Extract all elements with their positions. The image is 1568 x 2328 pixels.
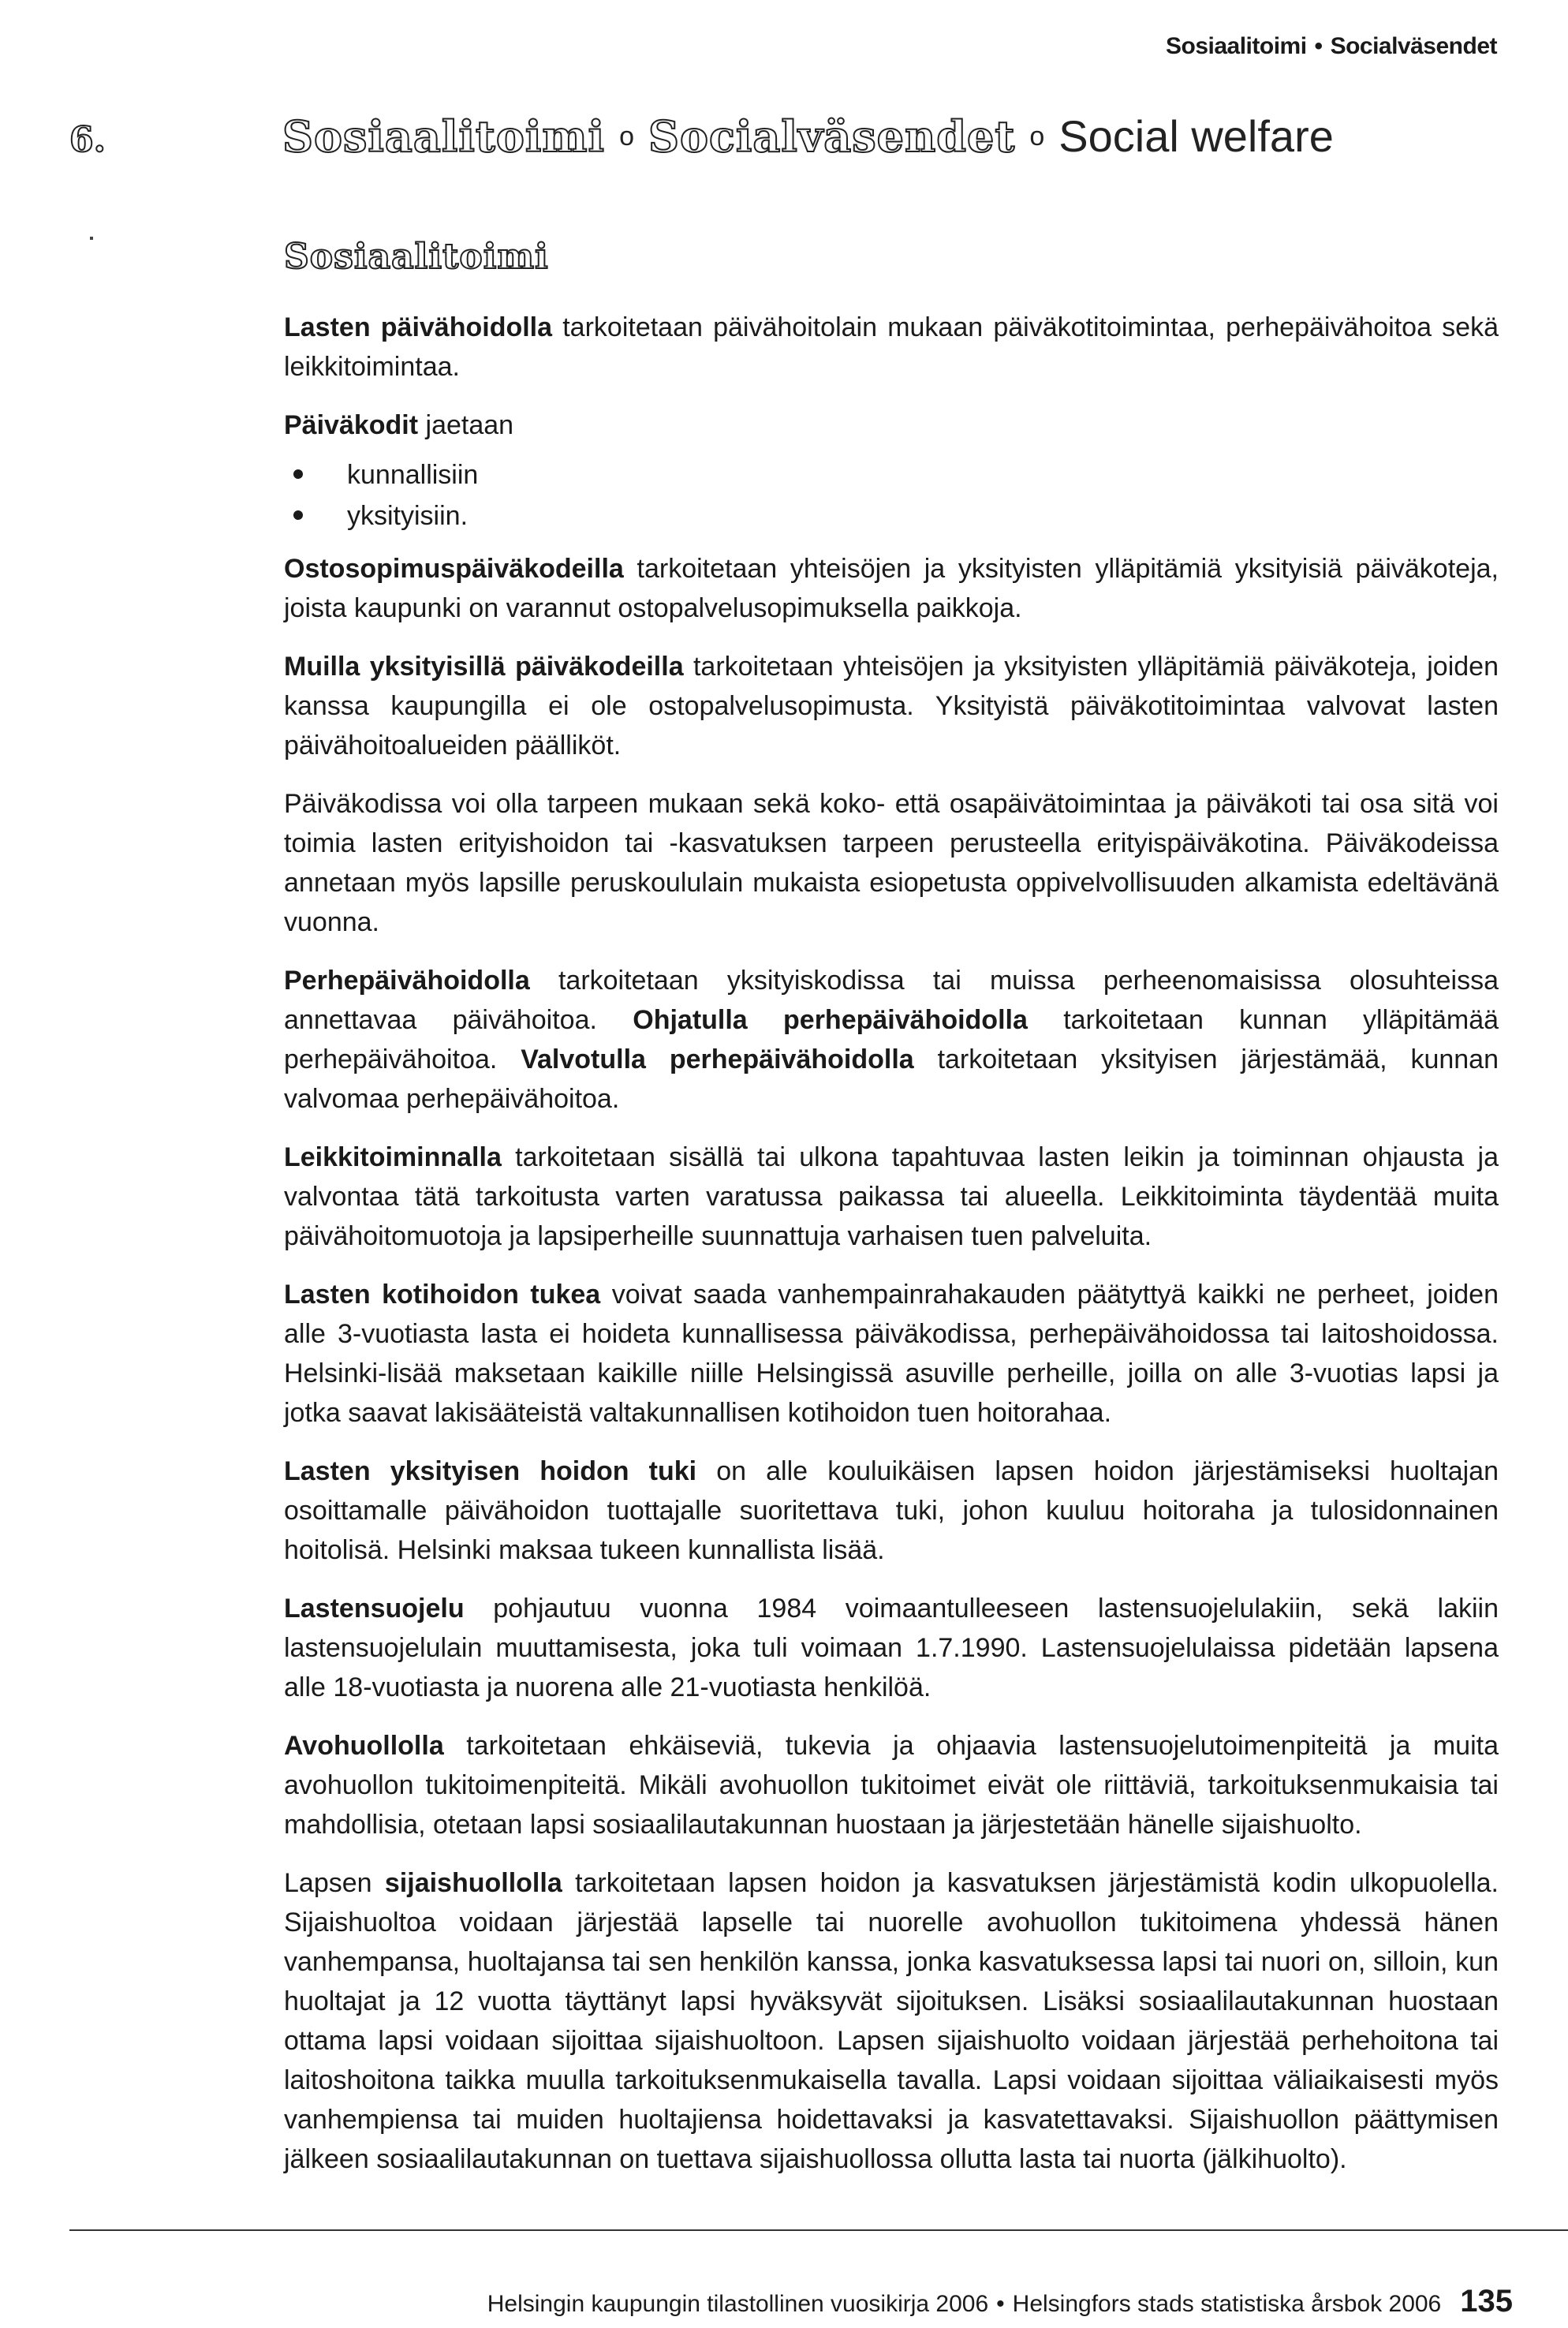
paragraph-muut-yksityiset <box>284 647 1499 765</box>
term-ohjatulla: Ohjatulla perhepäivähoidolla <box>633 1005 1028 1035</box>
paragraph-text: Päiväkodissa voi olla tarpeen mukaan sekä koko- että osapäivätoimintaa ja päiväkoti tai osa sitä voi toimia lasten erityishoidon tai -kasvatuksen tarpeen perusteella erityispäiväkotina. Päiväkodeissa annetaan myös lapsille peruskoululain mukaista esiopetusta oppivelvollisuuden alkamista edeltävänä vuonna. <box>284 789 1499 937</box>
paragraph-text: Lapsen <box>284 1868 385 1898</box>
paragraph-kotihoidon-tuki <box>284 1275 1499 1433</box>
paragraph-paivakodit <box>284 405 1499 445</box>
paragraph-text: on alle kouluikäisen lapsen hoidon järjestämiseksi huoltajan osoittamalle päivähoidon tuottajalle suoritettava tuki, johon kuuluu hoitoraha ja tulosidonnainen hoitolisä. Helsinki maksaa tukeen kunnallista lisää. <box>284 1456 1499 1565</box>
chapter-title-separator-2: o <box>1029 121 1045 151</box>
paragraph-text: tarkoitetaan yhteisöjen ja yksityisten ylläpitämiä yksityisiä päiväkoteja, joista kaupunki on varannut ostopalvelusopimuksella paikkoja. <box>284 554 1499 623</box>
footer-title-sv: Helsingfors stads statistiska årsbok 2006 <box>1012 2291 1442 2317</box>
paragraph-leikkitoiminta <box>284 1138 1499 1256</box>
running-header <box>1166 33 1497 60</box>
paragraph-perhepaivahoito <box>284 961 1499 1119</box>
paragraph-yksityisen-hoidon-tuki <box>284 1452 1499 1570</box>
chapter-number: 6. <box>69 120 106 160</box>
paragraph-text: pohjautuu vuonna 1984 voimaantulleeseen lastensuojelulakiin, sekä lakiin lastensuojelulain muuttamisesta, joka tuli voimaan 1.7.1990. Lastensuojelulaissa pidetään lapsena alle 18-vuotiasta ja nuorena alle 21-vuotiasta henkilöä. <box>284 1594 1499 1702</box>
list-item <box>284 454 1499 495</box>
footer-title-fi: Helsingin kaupungin tilastollinen vuosikirja 2006 <box>487 2291 989 2317</box>
paragraph-text: tarkoitetaan yksityiskodissa tai muissa perheenomaisissa olosuhteissa annettavaa päivähoitoa. <box>284 966 1499 1035</box>
paragraph-text: tarkoitetaan ehkäiseviä, tukevia ja ohjaavia lastensuojelutoimenpiteitä ja muita avohuollon tukitoimenpiteitä. Mikäli avohuollon tukitoimet eivät ole riittäviä, tarkoituksenmukaisia tai mahdollisia, otetaan lapsi sosiaalilautakunnan huostaan ja järjestetään hänelle sijaishuolto. <box>284 1731 1499 1840</box>
chapter-title-sv: Socialväsendet <box>648 111 1016 162</box>
running-header-fi: Sosiaalitoimi <box>1165 33 1307 59</box>
margin-mark <box>90 237 93 240</box>
term-muilla-yksityisilla: Muilla yksityisillä päiväkodeilla <box>284 652 684 682</box>
chapter-title-fi: Sosiaalitoimi <box>282 111 606 162</box>
term-leikkitoiminnalla: Leikkitoiminnalla <box>284 1142 502 1172</box>
paragraph-text: tarkoitetaan yhteisöjen ja yksityisten ylläpitämiä päiväkoteja, joiden kanssa kaupungilla ei ole ostopalvelusopimusta. Yksityistä päiväkotitoimintaa valvovat lasten päivähoitoalueiden päälliköt. <box>284 652 1499 760</box>
list-item-text: yksityisiin. <box>347 501 469 531</box>
term-paivakodit: Päiväkodit <box>284 410 419 440</box>
paragraph-text: tarkoitetaan sisällä tai ulkona tapahtuvaa lasten leikin ja toiminnan ohjausta ja valvontaa tätä tarkoitusta varten varatussa paikassa tai alueella. Leikkitoiminta täydentää muita päivähoitomuotoja ja lapsiperheille suunnattuja varhaisen tuen palveluita. <box>284 1142 1499 1251</box>
paragraph-text: tarkoitetaan yksityisen järjestämää, kunnan valvomaa perhepäivähoitoa. <box>284 1044 1499 1114</box>
paragraph-text: tarkoitetaan lapsen hoidon ja kasvatuksen järjestämistä kodin ulkopuolella. Sijaishuoltoa voidaan järjestää lapselle tai nuorelle avohuollon tukitoimena yhdessä hänen vanhempansa, huoltajansa tai sen henkilön kanssa, jonka kasvatuksessa lapsi tai nuori on, silloin, kun huoltajat ja 12 vuotta täyttänyt lapsi hyväksyvät sijoituksen. Lisäksi sosiaalilautakunnan huostaan ottama lapsi voidaan sijoittaa sijaishuoltoon. Lapsen sijaishuolto voidaan järjestää perhehoitona tai laitoshoitona taikka muulla tarkoituksenmukaisella tavalla. Lapsi voidaan sijoittaa väliaikaisesti myös vanhempiensa tai muiden huoltajiensa hoidettavaksi ja kasvatettavaksi. Sijaishuollon päättymisen jälkeen sosiaalilautakunnan on tuettava sijaishuollossa ollutta lasta tai nuorta (jälkihuolto). <box>284 1868 1499 2174</box>
page-number: 135 <box>1460 2284 1513 2319</box>
paragraph-text: tarkoitetaan kunnan ylläpitämää perhepäivähoitoa. <box>284 1005 1499 1074</box>
footer-separator: • <box>996 2291 1005 2317</box>
term-lastensuojelu: Lastensuojelu <box>284 1594 465 1624</box>
page-footer <box>487 2284 1513 2319</box>
bullet-icon <box>293 510 303 520</box>
chapter-title <box>282 110 1334 162</box>
term-kotihoidon-tukea: Lasten kotihoidon tukea <box>284 1280 601 1310</box>
paragraph-lasten-paivahoito <box>284 308 1499 387</box>
running-header-sv: Socialväsendet <box>1330 33 1497 59</box>
chapter-title-separator-1: o <box>619 121 634 151</box>
paragraph-text: jaetaan <box>418 410 514 440</box>
paragraph-text: voivat saada vanhempainrahakauden päätyttyä kaikki ne perheet, joiden alle 3-vuotiasta lasta ei hoideta kunnallisessa päiväkodissa, perhepäivähoidossa tai laitoshoidossa. Helsinki-lisää maksetaan kaikille niille Helsingissä asuville perheille, joilla on alle 3-vuotias lapsi ja jotka saavat lakisääteistä valtakunnallisen kotihoidon tuen hoitorahaa. <box>284 1280 1499 1428</box>
bullet-list <box>284 454 1499 536</box>
paragraph-text: tarkoitetaan päivähoitolain mukaan päiväkotitoimintaa, perhepäivähoitoa sekä leikkitoimintaa. <box>284 312 1499 382</box>
term-perhepaivahoidolla: Perhepäivähoidolla <box>284 966 530 996</box>
running-header-separator: • <box>1314 33 1323 59</box>
term-yksityisen-hoidon-tuki: Lasten yksityisen hoidon tuki <box>284 1456 697 1486</box>
list-item-text: kunnallisiin <box>347 460 479 490</box>
bullet-icon <box>293 469 303 479</box>
paragraph-avohuolto <box>284 1726 1499 1844</box>
chapter-title-en: Social welfare <box>1058 111 1334 161</box>
paragraph-lastensuojelu <box>284 1589 1499 1707</box>
term-ostosopimuspaivakodeilla: Ostosopimuspäiväkodeilla <box>284 554 624 584</box>
list-item <box>284 495 1499 536</box>
term-lasten-paivahoidolla: Lasten päivähoidolla <box>284 312 553 342</box>
term-valvotulla: Valvotulla perhepäivähoidolla <box>521 1044 914 1074</box>
paragraph-sijaishuolto <box>284 1863 1499 2179</box>
chapter-heading <box>69 110 1334 162</box>
paragraph-ostosopimus <box>284 549 1499 628</box>
footer-divider <box>69 2229 1568 2231</box>
term-avohuollolla: Avohuollolla <box>284 1731 444 1761</box>
term-sijaishuollolla: sijaishuollolla <box>384 1868 562 1898</box>
section-heading: Sosiaalitoimi <box>284 237 549 277</box>
body-text <box>284 308 1499 2198</box>
paragraph-paivakodissa <box>284 784 1499 942</box>
